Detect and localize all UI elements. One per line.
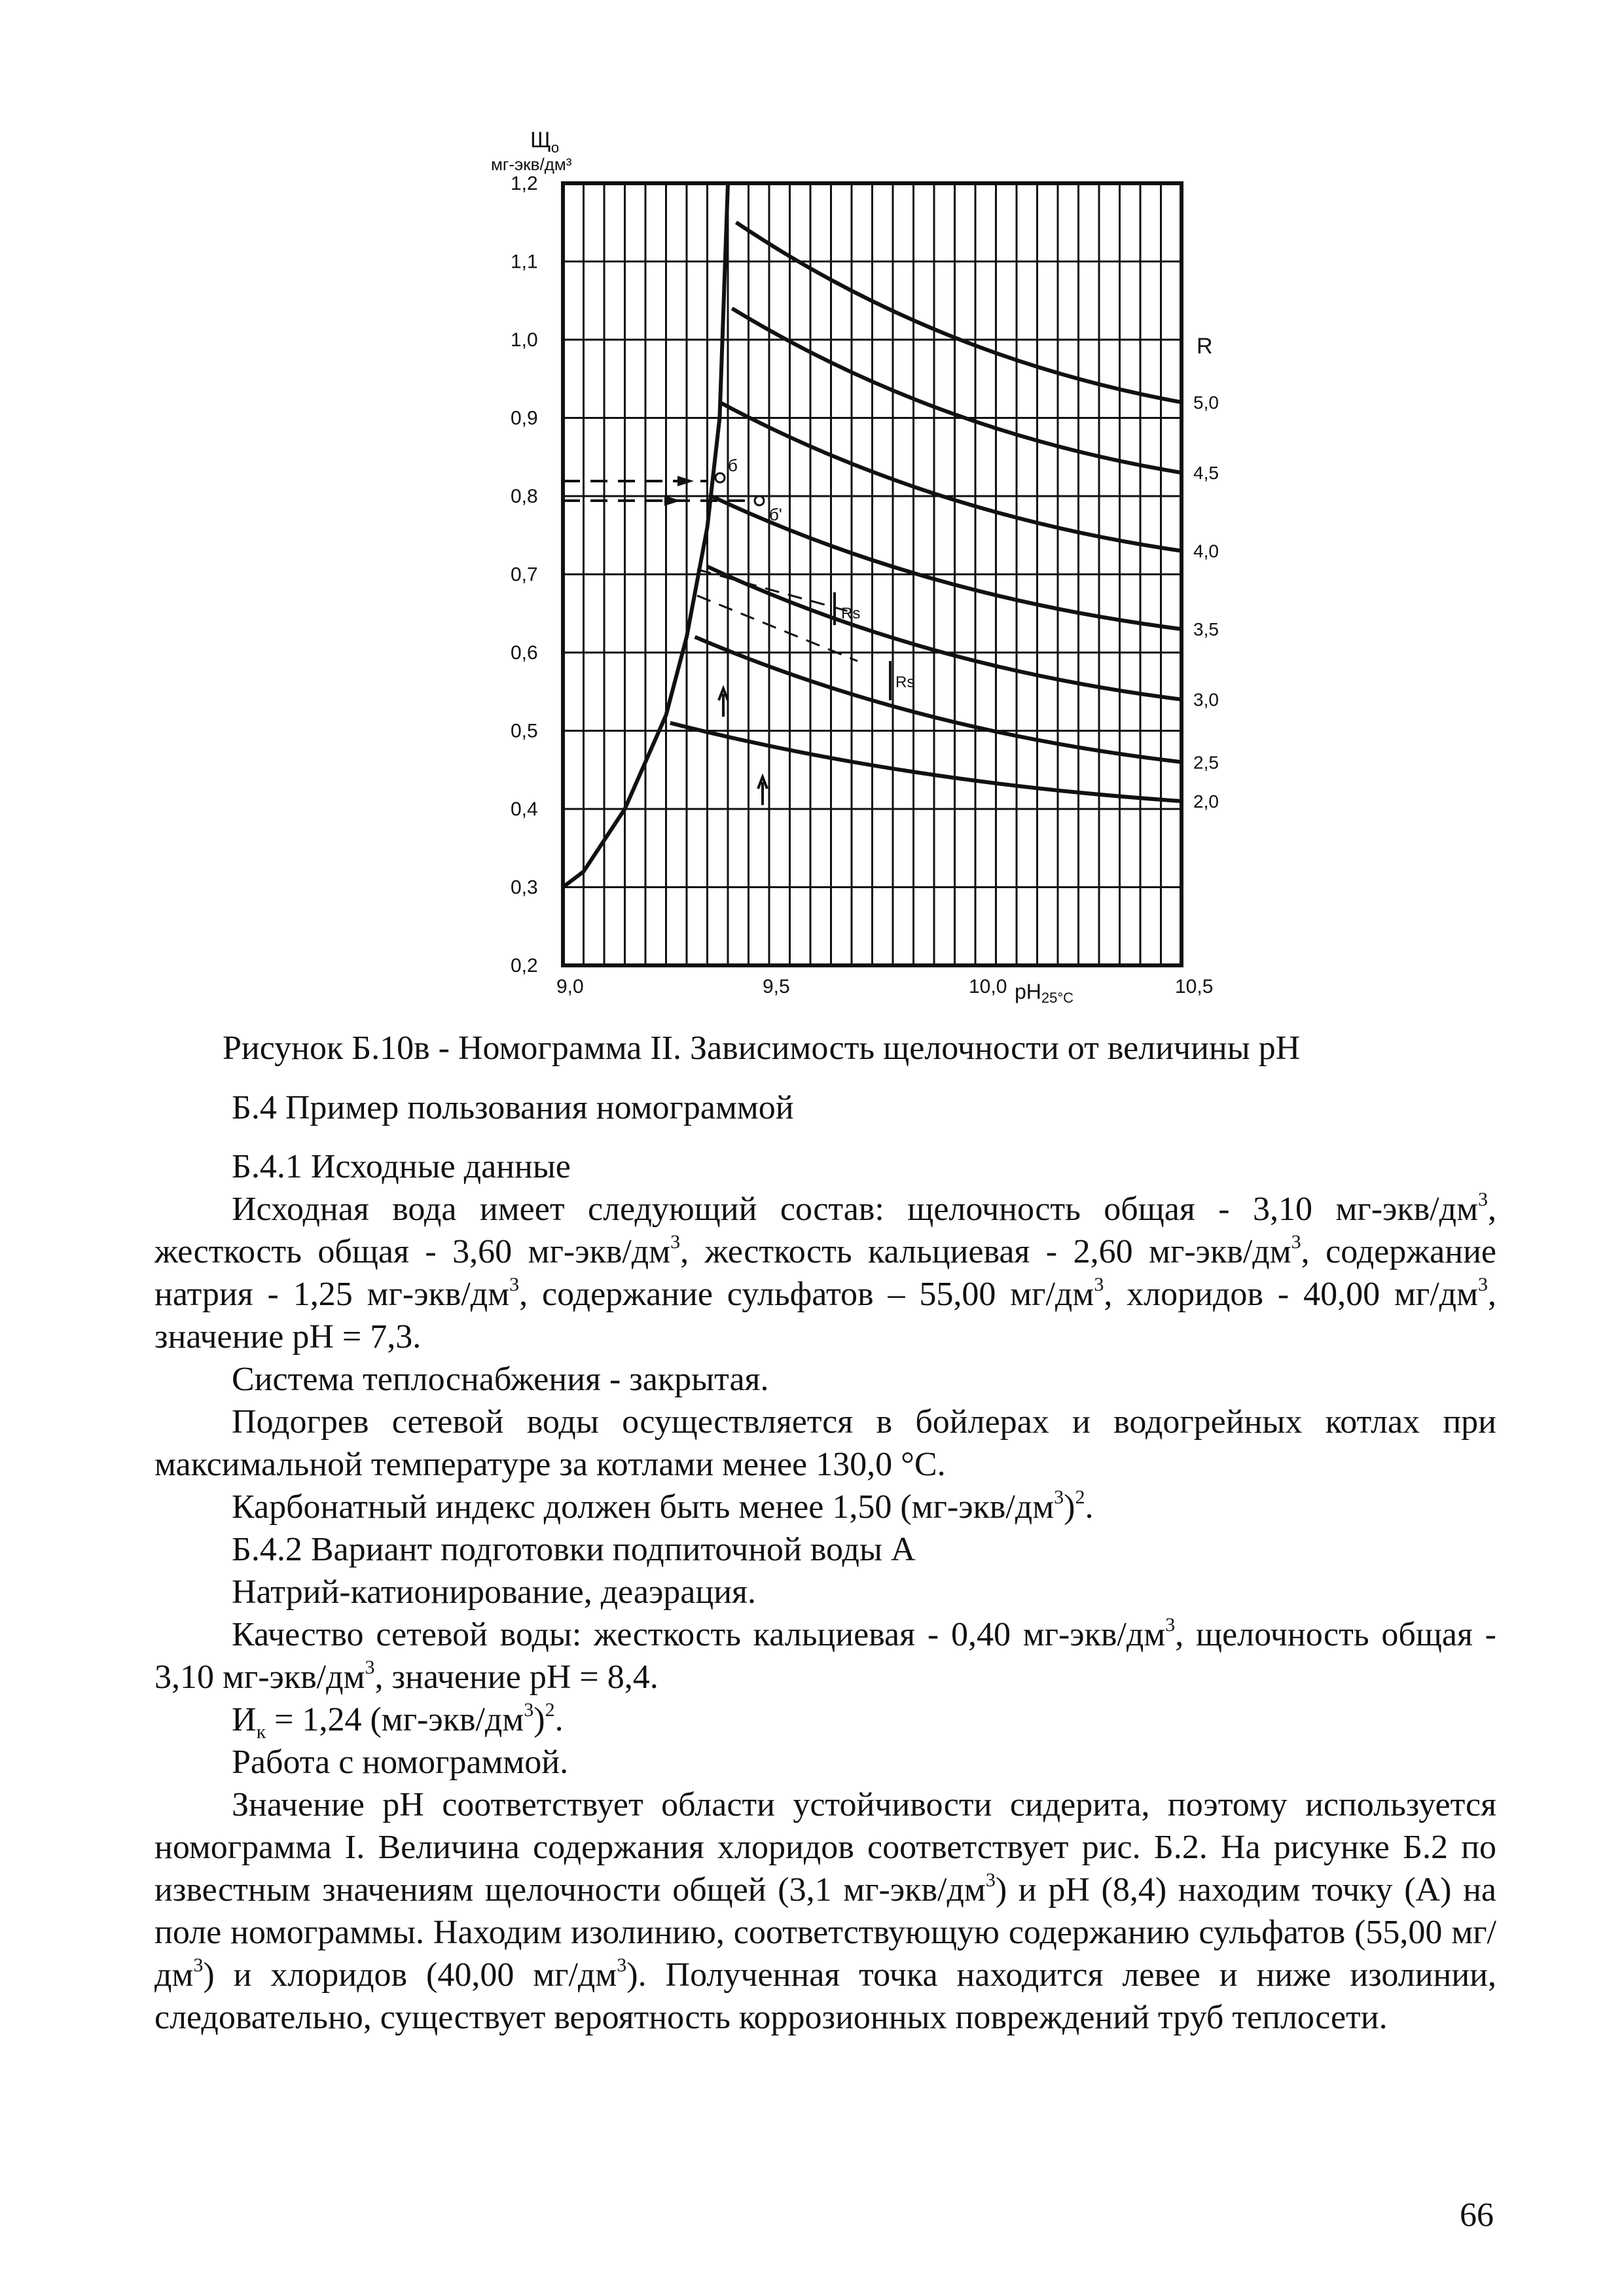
y-tick-label: 0,2 — [511, 955, 538, 977]
heading-b42: Б.4.2 Вариант подготовки подпиточной воды А — [232, 1531, 916, 1568]
section-b41 — [154, 1145, 1496, 2039]
isoline-3,0 — [708, 567, 1182, 700]
point-b-prime-label: б' — [769, 505, 782, 524]
paragraph-nomogram-work: Работа с номограммой. — [232, 1744, 569, 1781]
y-tick-label: 0,5 — [511, 720, 538, 742]
x-tick-labels — [556, 976, 1213, 997]
x-tick-label: 9,0 — [556, 976, 584, 997]
nomogram-figure — [432, 124, 1244, 1021]
right-tick-label: 3,0 — [1193, 689, 1219, 710]
paragraph-treatment: Натрий-катионирование, деаэрация. — [232, 1573, 756, 1611]
y-tick-labels — [511, 173, 538, 977]
right-tick-labels — [1193, 393, 1219, 812]
y-tick-label: 1,0 — [511, 329, 538, 351]
paragraph-heating: Подогрев сетевой воды осуществляется в бойлерах и водогрейных котлах при максимальной температуре за котлами менее 130,0 °С. — [154, 1403, 1496, 1483]
paragraph-source-water: Исходная вода имеет следующий состав: щелочность общая - 3,10 $мг-экв/дм^3$, жесткость общая - 3,60 $мг-экв/дм^3$, жесткость кальциевая - 2,60 $мг-экв/дм^3$, содержание натрия - 1,25 $мг-экв/дм^3$, содержание сульфатов – 55,00 $мг/дм^3$, хлоридов - 40,00 $мг/дм^3$, значение pH = 7,3. — [154, 1189, 1497, 1355]
heading-b41: Б.4.1 Исходные данные — [232, 1148, 571, 1185]
page-number: 66 — [1460, 2197, 1494, 2234]
x-tick-label: 10,5 — [1175, 976, 1214, 997]
paragraph-heating-system: Система теплоснабжения - закрытая. — [232, 1361, 769, 1398]
rs-label-1: Rs — [841, 605, 861, 622]
isoline-4,5 — [732, 308, 1182, 473]
x-tick-label: 10,0 — [969, 976, 1007, 997]
paragraph-analysis: Значение pH соответствует области устойчивости сидерита, поэтому используется номограмма I. Величина содержания хлоридов соответствует рис. Б.2. На рисунке Б.2 по известным значениям щелочности общей (3,1 $мг-экв/дм^3$) и pH (8,4) находим точку (А) на поле номограммы. Находим изолинию, соответствующую содержанию сульфатов (55,00 $мг/дм^3$) и хлоридов (40,00 $мг/дм^3$). Полученная точка находится левее и ниже изолинии, следовательно, существует вероятность коррозионных повреждений труб теплосети. — [154, 1786, 1496, 2036]
paragraph-index-value: $И_к = 1,24$ $(мг-экв/дм^3)^2$. — [232, 1699, 564, 1743]
y-tick-label: 0,8 — [511, 486, 538, 507]
x-tick-label: 9,5 — [763, 976, 790, 997]
y-tick-label: 1,2 — [511, 173, 538, 194]
figure-caption: Рисунок Б.10в - Номограмма II. Зависимость щелочности от величины pH — [223, 1030, 1301, 1067]
y-tick-label: 0,7 — [511, 564, 538, 586]
point-b-label: б — [728, 456, 738, 475]
y-tick-label: 0,4 — [511, 798, 538, 820]
isoline-2,5 — [695, 637, 1182, 762]
isoline-5,0 — [736, 223, 1182, 403]
right-tick-label: 5,0 — [1193, 392, 1219, 413]
y-tick-label: 1,1 — [511, 251, 538, 273]
point-b-marker — [715, 473, 725, 482]
paragraph-carbonate-index: Карбонатный индекс должен быть менее 1,50 $(мг-экв/дм^3)^2$. — [232, 1486, 1094, 1526]
r-label: R — [1197, 334, 1213, 359]
rs-label-2: Rs — [895, 673, 915, 691]
right-tick-label: 2,0 — [1193, 791, 1219, 812]
right-tick-label: 4,5 — [1193, 463, 1219, 484]
x-axis-label: pH25°C — [1015, 980, 1074, 1006]
up-arrow-1 — [719, 689, 728, 717]
right-tick-label: 3,5 — [1193, 619, 1219, 640]
right-tick-label: 4,0 — [1193, 541, 1219, 562]
right-tick-label: 2,5 — [1193, 752, 1219, 773]
section-heading-b4: Б.4 Пример пользования номограммой — [232, 1089, 794, 1126]
y-axis-unit: мг-экв/дм³ — [491, 154, 572, 174]
y-tick-label: 0,9 — [511, 407, 538, 429]
y-axis-label: $Щ_о$ — [530, 128, 560, 156]
y-tick-label: 0,6 — [511, 642, 538, 664]
point-b-prime-marker — [755, 496, 764, 505]
y-tick-label: 0,3 — [511, 876, 538, 899]
paragraph-network-quality: Качество сетевой воды: жесткость кальциевая - 0,40 $мг-экв/дм^3$, щелочность общая - 3,10 $мг-экв/дм^3$, значение pH = 8,4. — [154, 1614, 1496, 1696]
up-arrow-2 — [758, 777, 767, 805]
isoline-2,0 — [670, 723, 1182, 802]
